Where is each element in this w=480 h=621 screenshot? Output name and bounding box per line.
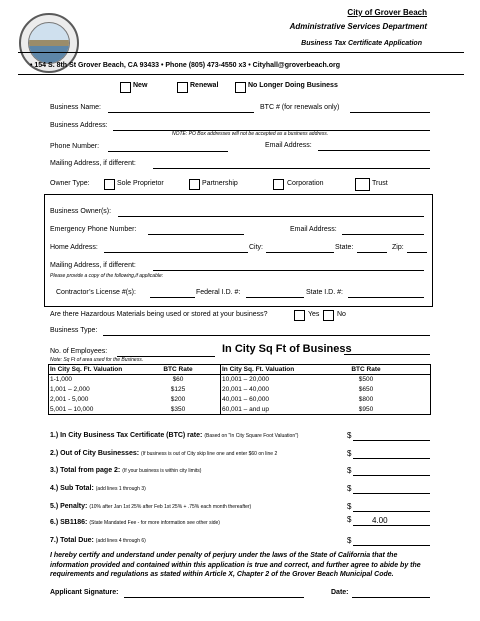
rate-cell: $200 <box>170 396 186 403</box>
rate-cell: $60 <box>172 376 184 383</box>
no-longer-label: No Longer Doing Business <box>248 82 338 89</box>
rate-header: In City Sq. Ft. Valuation <box>222 366 295 373</box>
city-name: City of Grover Beach <box>347 8 427 17</box>
federal-id-input[interactable] <box>246 297 304 298</box>
new-label: New <box>133 82 148 89</box>
dollar-sign: $ <box>347 466 352 475</box>
rate-cell: 5,001 – 10,000 <box>50 406 94 413</box>
new-checkbox[interactable] <box>120 82 131 93</box>
btc-label: BTC # (for renewals only) <box>260 104 340 111</box>
calc-label: 6.) SB1186: <box>50 519 88 526</box>
calc-line-7 <box>50 537 146 544</box>
calc-label: 1.) In City Business Tax Certificate (BTC) rate: <box>50 432 203 439</box>
no-longer-checkbox[interactable] <box>235 82 246 93</box>
mailing-label: Mailing Address, if different: <box>50 160 136 167</box>
sqft-note: Note: Sq Ft of area used for the Business. <box>50 357 144 363</box>
owner-type-label: Owner Type: <box>50 180 90 187</box>
calc-input-1[interactable] <box>353 440 430 441</box>
owner-email-input[interactable] <box>342 234 424 235</box>
hazard-no-label: No <box>337 311 346 318</box>
table-row <box>48 395 412 405</box>
dollar-sign: $ <box>347 515 352 524</box>
rate-cell: $500 <box>358 376 374 383</box>
signature-input[interactable] <box>124 597 304 598</box>
home-address-input[interactable] <box>104 252 248 253</box>
business-name-label: Business Name: <box>50 104 101 111</box>
table-row <box>48 385 412 395</box>
rate-cell: 10,001 – 20,000 <box>222 376 269 383</box>
calc-input-3[interactable] <box>353 475 430 476</box>
contractor-input[interactable] <box>150 297 195 298</box>
state-id-label: State I.D. #: <box>306 289 343 296</box>
hazard-yes-checkbox[interactable] <box>294 310 305 321</box>
rate-table <box>48 365 412 415</box>
contractor-label: Contractor’s License #(s): <box>56 289 136 296</box>
hazard-question: Are there Hazardous Materials being used or stored at your business? <box>50 311 268 318</box>
home-address-label: Home Address: <box>50 244 98 251</box>
business-name-input[interactable] <box>108 112 254 113</box>
calc-note: (10% after Jan 1st 25% after Feb 1st 25% + .75% each month thereafter) <box>89 504 252 510</box>
form-title: Business Tax Certificate Application <box>301 40 422 47</box>
business-type-input[interactable] <box>103 335 430 336</box>
calc-line-2 <box>50 450 277 457</box>
calc-note: (If business is out of City skip line one and enter $60 on line 2 <box>141 451 278 457</box>
calc-input-2[interactable] <box>353 458 430 459</box>
emergency-phone-input[interactable] <box>148 234 244 235</box>
dollar-sign: $ <box>347 431 352 440</box>
phone-label: Phone Number: <box>50 143 100 150</box>
calc-line-6 <box>50 519 220 526</box>
emergency-phone-label: Emergency Phone Number: <box>50 226 137 233</box>
state-id-input[interactable] <box>348 297 424 298</box>
business-type-label: Business Type: <box>50 327 98 334</box>
hazard-yes-label: Yes <box>308 311 320 318</box>
state-input[interactable] <box>357 252 387 253</box>
calc-line-4 <box>50 485 146 492</box>
dollar-sign: $ <box>347 449 352 458</box>
sole-proprietor-label: Sole Proprietor <box>117 180 164 187</box>
owners-label: Business Owner(s): <box>50 208 112 215</box>
calc-label: 3.) Total from page 2: <box>50 467 121 474</box>
city-input[interactable] <box>266 252 334 253</box>
dollar-sign: $ <box>347 484 352 493</box>
calc-line-1 <box>50 432 298 439</box>
dollar-sign: $ <box>347 502 352 511</box>
rate-cell: $125 <box>170 386 186 393</box>
owner-email-label: Email Address: <box>290 226 337 233</box>
rate-header: In City Sq. Ft. Valuation <box>50 366 123 373</box>
owners-input[interactable] <box>118 216 424 217</box>
calc-line-5 <box>50 503 251 510</box>
partnership-checkbox[interactable] <box>189 179 200 190</box>
rate-cell: $650 <box>358 386 374 393</box>
sqft-title: In City Sq Ft of Business <box>222 343 352 355</box>
rate-cell: $350 <box>170 406 186 413</box>
signature-label: Applicant Signature: <box>50 589 119 596</box>
partnership-label: Partnership <box>202 180 238 187</box>
calc-note: (add lines 1 through 3) <box>95 486 146 492</box>
employees-label: No. of Employees: <box>50 348 108 355</box>
rate-cell: 1,001 – 2,000 <box>50 386 90 393</box>
department-name: Administrative Services Department <box>289 22 427 31</box>
calc-input-6[interactable] <box>353 525 430 526</box>
rate-cell: $800 <box>358 396 374 403</box>
trust-checkbox[interactable] <box>355 178 370 191</box>
calc-label: 4.) Sub Total: <box>50 485 94 492</box>
renewal-label: Renewal <box>190 82 219 89</box>
dollar-sign: $ <box>347 536 352 545</box>
corporation-label: Corporation <box>287 180 324 187</box>
corporation-checkbox[interactable] <box>273 179 284 190</box>
email-label: Email Address: <box>265 142 312 149</box>
contact-line: • 154 S. 8th St Grover Beach, CA 93433 • Phone (805) 473-4550 x3 • Cityhall@groverbeach.org <box>30 62 340 69</box>
owner-mailing-input[interactable] <box>153 270 424 271</box>
calc-line-3 <box>50 467 201 474</box>
state-label: State: <box>335 244 354 251</box>
btc-input[interactable] <box>350 112 430 113</box>
federal-id-label: Federal I.D. #: <box>196 289 241 296</box>
rate-header: BTC Rate <box>163 366 193 373</box>
certification-text: I hereby certify and understand under penalty of perjury under the laws of the State of California that the information provided and contained within this application is true and correct, and further agree to abide by the requirements and regulations as stated within Article X, Chapter 2 of the Grover Beach Municipal Code. <box>50 552 421 578</box>
rate-cell: 1-1,000 <box>50 376 73 383</box>
zip-input[interactable] <box>407 252 427 253</box>
city-label: City: <box>249 244 263 251</box>
renewal-checkbox[interactable] <box>177 82 188 93</box>
mailing-input[interactable] <box>153 168 430 169</box>
sole-proprietor-checkbox[interactable] <box>104 179 115 190</box>
calc-input-5[interactable] <box>353 511 430 512</box>
trust-label: Trust <box>372 180 388 187</box>
rate-cell: 60,001 – and up <box>222 406 269 413</box>
calc-label: 7.) Total Due: <box>50 537 94 544</box>
seal-center <box>28 22 70 64</box>
owner-mailing-label: Mailing Address, if different: <box>50 262 136 269</box>
hazard-no-checkbox[interactable] <box>323 310 334 321</box>
calc-label: 2.) Out of City Businesses: <box>50 450 140 457</box>
sqft-input[interactable] <box>344 354 430 355</box>
calc-note: (add lines 4 through 6) <box>95 538 146 544</box>
date-label: Date: <box>331 589 349 596</box>
calc-input-4[interactable] <box>353 493 430 494</box>
rate-header: BTC Rate <box>351 366 381 373</box>
zip-label: Zip: <box>392 244 404 251</box>
email-input[interactable] <box>318 150 430 151</box>
rate-cell: 2,001 - 5,000 <box>50 396 89 403</box>
calc-note: (If your business is within city limits) <box>122 468 202 474</box>
table-row <box>48 375 412 385</box>
sb1186-value: 4.00 <box>372 516 388 525</box>
calc-input-7[interactable] <box>353 545 430 546</box>
calc-note: (Based on “In City Square Foot Valuation”) <box>204 433 299 439</box>
rate-cell: 40,001 – 60,000 <box>222 396 269 403</box>
rate-cell: 20,001 – 40,000 <box>222 386 269 393</box>
date-input[interactable] <box>352 597 430 598</box>
copy-note: Please provide a copy of the following,if applicable: <box>50 273 164 279</box>
rate-cell: $950 <box>358 406 374 413</box>
phone-input[interactable] <box>108 151 228 152</box>
calc-label: 5.) Penalty: <box>50 503 88 510</box>
business-address-label: Business Address: <box>50 122 108 129</box>
calc-note: (State Mandated Fee - for more information see other side) <box>89 520 220 526</box>
po-box-note: NOTE: PO Box addresses will not be accepted as a business address. <box>172 131 329 137</box>
